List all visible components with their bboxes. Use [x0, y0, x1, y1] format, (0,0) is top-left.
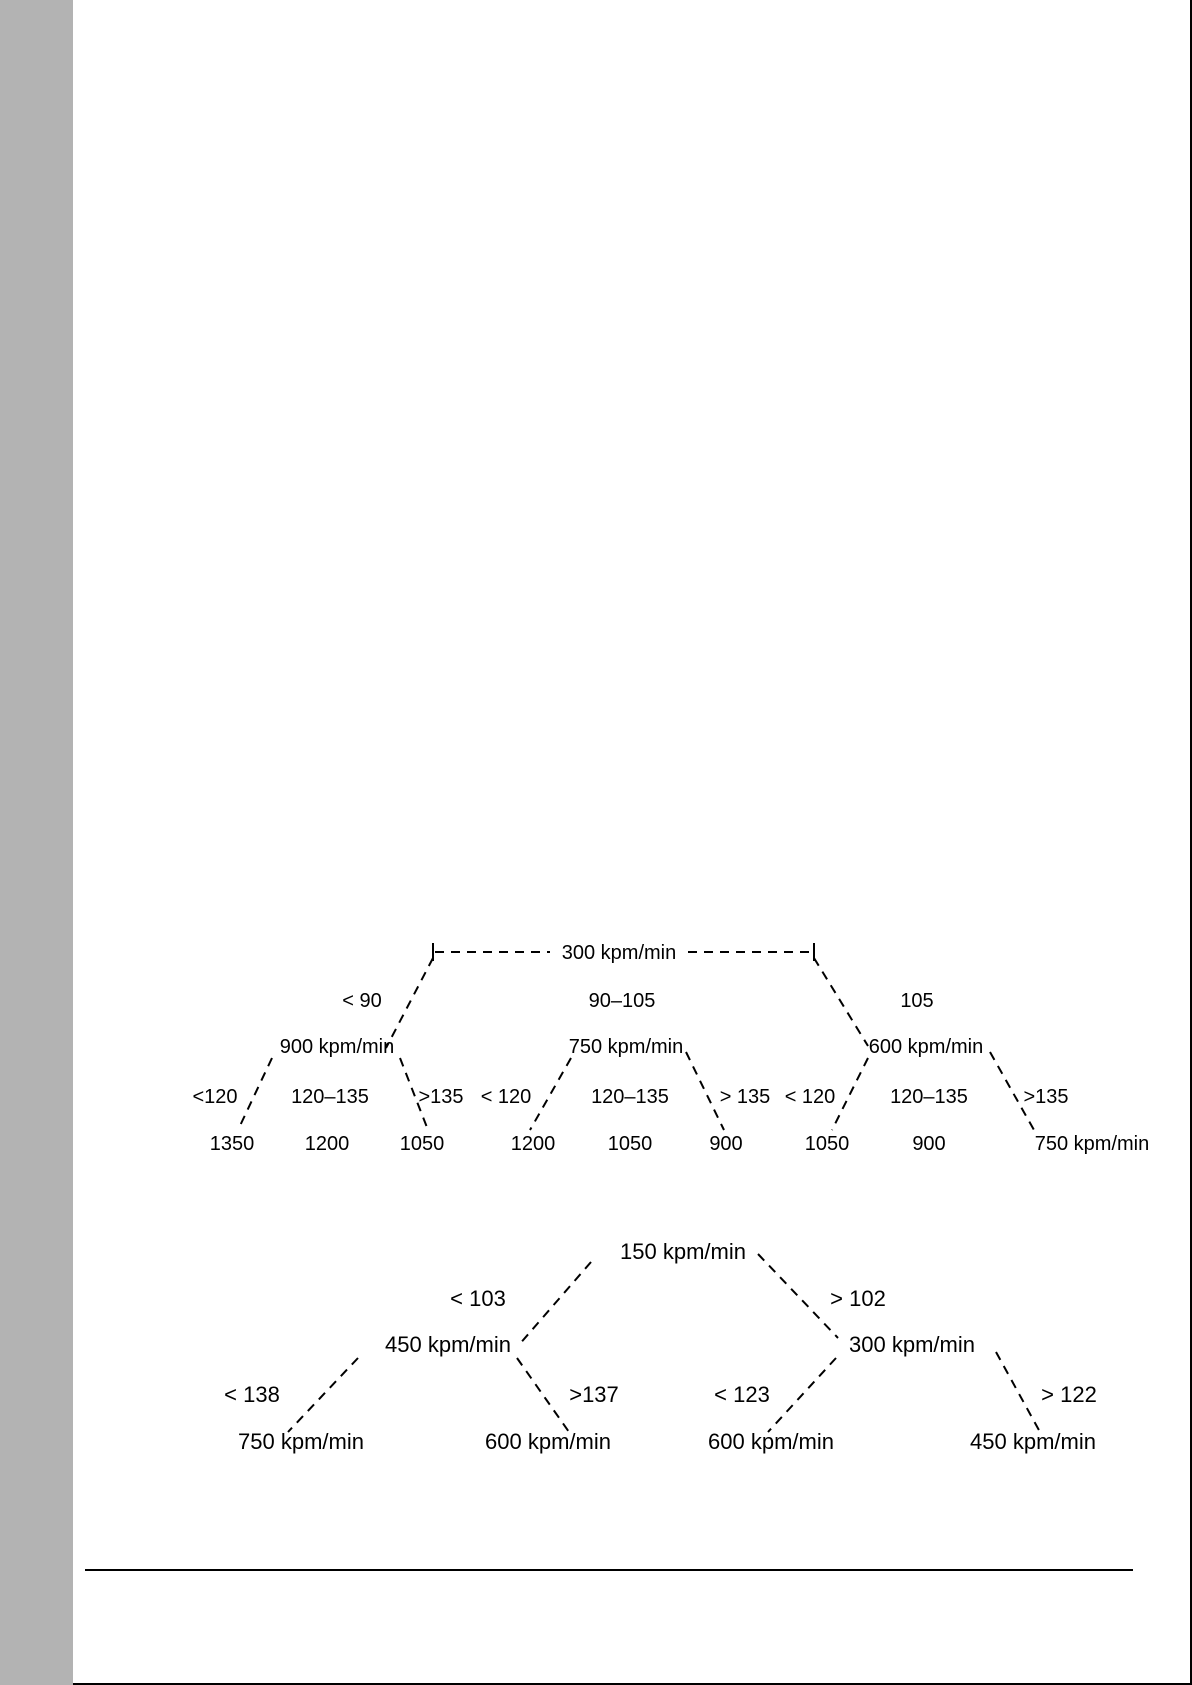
tree-b-edge-450-left	[288, 1358, 358, 1432]
tree-a-edge-600-left	[832, 1058, 868, 1130]
tree-a-branch-lt120-1: <120	[192, 1086, 238, 1108]
tree-a-leaf-1200-a: 1200	[304, 1133, 350, 1155]
tree-b-node-450: 450 kpm/min	[385, 1332, 511, 1357]
tree-b-leaf-600-a: 600 kpm/min	[485, 1429, 611, 1454]
tree-b-edge-300-left	[768, 1358, 836, 1432]
tree-a-branch-gt135-2: > 135	[719, 1086, 771, 1108]
tree-a-node-600: 600 kpm/min	[868, 1036, 984, 1058]
tree-a-branch-lt120-2: < 120	[480, 1086, 532, 1108]
tree-a-branch-120-135-2: 120–135	[591, 1086, 669, 1108]
tree-b-leaf-600-b: 600 kpm/min	[708, 1429, 834, 1454]
tree-a-leaf-750: 750 kpm/min	[1034, 1133, 1150, 1155]
tree-a-root-node: 300 kpm/min	[561, 942, 677, 964]
tree-b-branch-lt138: < 138	[224, 1382, 280, 1407]
tree-a	[192, 942, 1149, 1155]
tree-b-branch-lt103: < 103	[450, 1286, 506, 1311]
tree-a-node-750: 750 kpm/min	[568, 1036, 684, 1058]
tree-a-leaf-1050-c: 1050	[804, 1133, 850, 1155]
tree-b-edge-300-right	[996, 1352, 1040, 1432]
tree-a-edge-750-right	[686, 1052, 724, 1130]
tree-a-edge-root-right	[814, 958, 868, 1046]
tree-b-edge-root-right	[758, 1254, 838, 1338]
tree-b-branch-gt137: >137	[569, 1382, 619, 1407]
tree-a-branch-gt135-3: >135	[1023, 1086, 1069, 1108]
tree-a-edge-750-left	[530, 1058, 571, 1130]
tree-a-branch-90-105: 90–105	[588, 990, 656, 1012]
tree-a-branch-lt120-3: < 120	[784, 1086, 836, 1108]
tree-b-branch-gt122: > 122	[1041, 1382, 1097, 1407]
tree-a-leaf-1200-b: 1200	[510, 1133, 556, 1155]
tree-b	[224, 1239, 1097, 1454]
tree-a-branch-105: 105	[900, 990, 934, 1012]
tree-a-node-900: 900 kpm/min	[279, 1036, 395, 1058]
tree-a-edge-root-left	[386, 958, 433, 1048]
tree-b-leaf-750: 750 kpm/min	[238, 1429, 364, 1454]
tree-a-edge-900-left	[238, 1058, 272, 1130]
tree-a-leaf-1050-b: 1050	[607, 1133, 653, 1155]
tree-b-edge-root-left	[518, 1262, 591, 1346]
tree-a-leaf-1050-a: 1050	[399, 1133, 445, 1155]
tree-a-leaf-1350: 1350	[209, 1133, 255, 1155]
tree-b-branch-gt102: > 102	[830, 1286, 886, 1311]
tree-a-branch-gt135-1: >135	[418, 1086, 464, 1108]
tree-a-leaf-900-a: 900	[709, 1133, 743, 1155]
tree-a-branch-120-135-1: 120–135	[291, 1086, 369, 1108]
tree-b-edge-450-right	[517, 1358, 569, 1432]
tree-a-branch-120-135-3: 120–135	[890, 1086, 968, 1108]
tree-b-node-300: 300 kpm/min	[849, 1332, 975, 1357]
tree-b-root-node: 150 kpm/min	[620, 1239, 746, 1264]
tree-b-leaf-450: 450 kpm/min	[970, 1429, 1096, 1454]
tree-a-branch-lt90: < 90	[342, 990, 382, 1012]
tree-a-leaf-900-b: 900	[912, 1133, 946, 1155]
tree-b-branch-lt123: < 123	[714, 1382, 770, 1407]
